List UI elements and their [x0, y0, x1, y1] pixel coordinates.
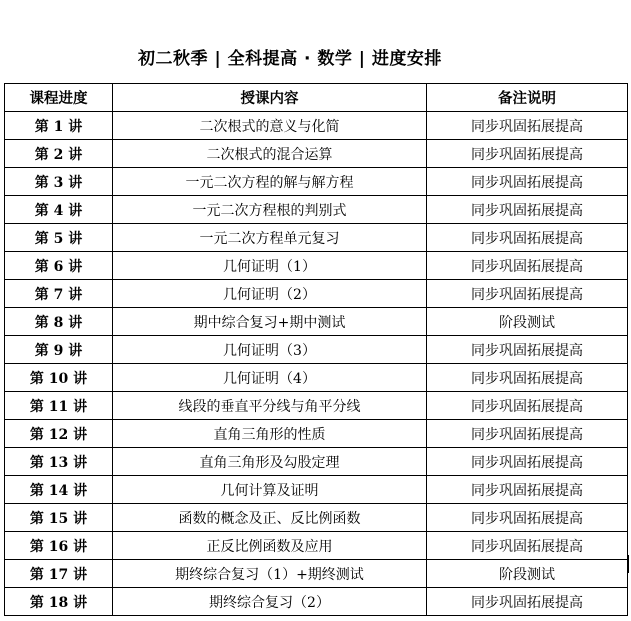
note-cell: 同步巩固拓展提高	[427, 476, 628, 504]
content-cell: 函数的概念及正、反比例函数	[113, 504, 427, 532]
content-cell: 几何证明（1）	[113, 252, 427, 280]
content-cell: 期终综合复习（1）+期终测试	[113, 560, 427, 588]
lesson-cell: 第 4 讲	[5, 196, 113, 224]
content-cell: 一元二次方程的解与解方程	[113, 168, 427, 196]
lesson-cell: 第 13 讲	[5, 448, 113, 476]
note-cell: 同步巩固拓展提高	[427, 168, 628, 196]
content-cell: 几何证明（2）	[113, 280, 427, 308]
lesson-cell: 第 5 讲	[5, 224, 113, 252]
table-row	[5, 224, 628, 252]
note-cell: 同步巩固拓展提高	[427, 532, 628, 560]
table-row	[5, 364, 628, 392]
table-row	[5, 280, 628, 308]
table-row	[5, 112, 628, 140]
lesson-cell: 第 6 讲	[5, 252, 113, 280]
header-lesson: 课程进度	[5, 84, 113, 112]
table-row	[5, 448, 628, 476]
content-cell: 二次根式的意义与化简	[113, 112, 427, 140]
content-cell: 一元二次方程单元复习	[113, 224, 427, 252]
content-cell: 正反比例函数及应用	[113, 532, 427, 560]
table-body	[5, 112, 628, 616]
table-header-row	[5, 84, 628, 112]
lesson-cell: 第 16 讲	[5, 532, 113, 560]
table-row	[5, 476, 628, 504]
note-cell: 同步巩固拓展提高	[427, 364, 628, 392]
content-cell: 期终综合复习（2）	[113, 588, 427, 616]
table-row	[5, 532, 628, 560]
table-row	[5, 196, 628, 224]
content-cell: 直角三角形及勾股定理	[113, 448, 427, 476]
lesson-cell: 第 18 讲	[5, 588, 113, 616]
content-cell: 期中综合复习+期中测试	[113, 308, 427, 336]
lesson-cell: 第 1 讲	[5, 112, 113, 140]
lesson-cell: 第 8 讲	[5, 308, 113, 336]
content-cell: 直角三角形的性质	[113, 420, 427, 448]
lesson-cell: 第 7 讲	[5, 280, 113, 308]
lesson-cell: 第 17 讲	[5, 560, 113, 588]
note-cell: 同步巩固拓展提高	[427, 140, 628, 168]
edge-marker	[627, 555, 629, 573]
table-row	[5, 504, 628, 532]
note-cell: 同步巩固拓展提高	[427, 252, 628, 280]
table-row	[5, 336, 628, 364]
table-row	[5, 252, 628, 280]
table-row	[5, 588, 628, 616]
schedule-table	[4, 83, 628, 616]
lesson-cell: 第 2 讲	[5, 140, 113, 168]
header-content: 授课内容	[113, 84, 427, 112]
table-row	[5, 308, 628, 336]
content-cell: 二次根式的混合运算	[113, 140, 427, 168]
note-cell: 同步巩固拓展提高	[427, 336, 628, 364]
table-row	[5, 140, 628, 168]
note-cell: 同步巩固拓展提高	[427, 448, 628, 476]
lesson-cell: 第 15 讲	[5, 504, 113, 532]
lesson-cell: 第 9 讲	[5, 336, 113, 364]
content-cell: 几何计算及证明	[113, 476, 427, 504]
note-cell: 同步巩固拓展提高	[427, 588, 628, 616]
note-cell: 同步巩固拓展提高	[427, 280, 628, 308]
content-cell: 几何证明（4）	[113, 364, 427, 392]
note-cell: 同步巩固拓展提高	[427, 196, 628, 224]
lesson-cell: 第 3 讲	[5, 168, 113, 196]
note-cell: 同步巩固拓展提高	[427, 504, 628, 532]
content-cell: 一元二次方程根的判别式	[113, 196, 427, 224]
lesson-cell: 第 10 讲	[5, 364, 113, 392]
table-row	[5, 168, 628, 196]
lesson-cell: 第 14 讲	[5, 476, 113, 504]
table-row	[5, 420, 628, 448]
note-cell: 阶段测试	[427, 308, 628, 336]
note-cell: 同步巩固拓展提高	[427, 112, 628, 140]
lesson-cell: 第 12 讲	[5, 420, 113, 448]
page-title: 初二秋季 | 全科提高 · 数学 | 进度安排	[138, 49, 442, 69]
content-cell: 几何证明（3）	[113, 336, 427, 364]
note-cell: 阶段测试	[427, 560, 628, 588]
table-row	[5, 392, 628, 420]
note-cell: 同步巩固拓展提高	[427, 224, 628, 252]
note-cell: 同步巩固拓展提高	[427, 392, 628, 420]
lesson-cell: 第 11 讲	[5, 392, 113, 420]
header-note: 备注说明	[427, 84, 628, 112]
note-cell: 同步巩固拓展提高	[427, 420, 628, 448]
content-cell: 线段的垂直平分线与角平分线	[113, 392, 427, 420]
table-row	[5, 560, 628, 588]
